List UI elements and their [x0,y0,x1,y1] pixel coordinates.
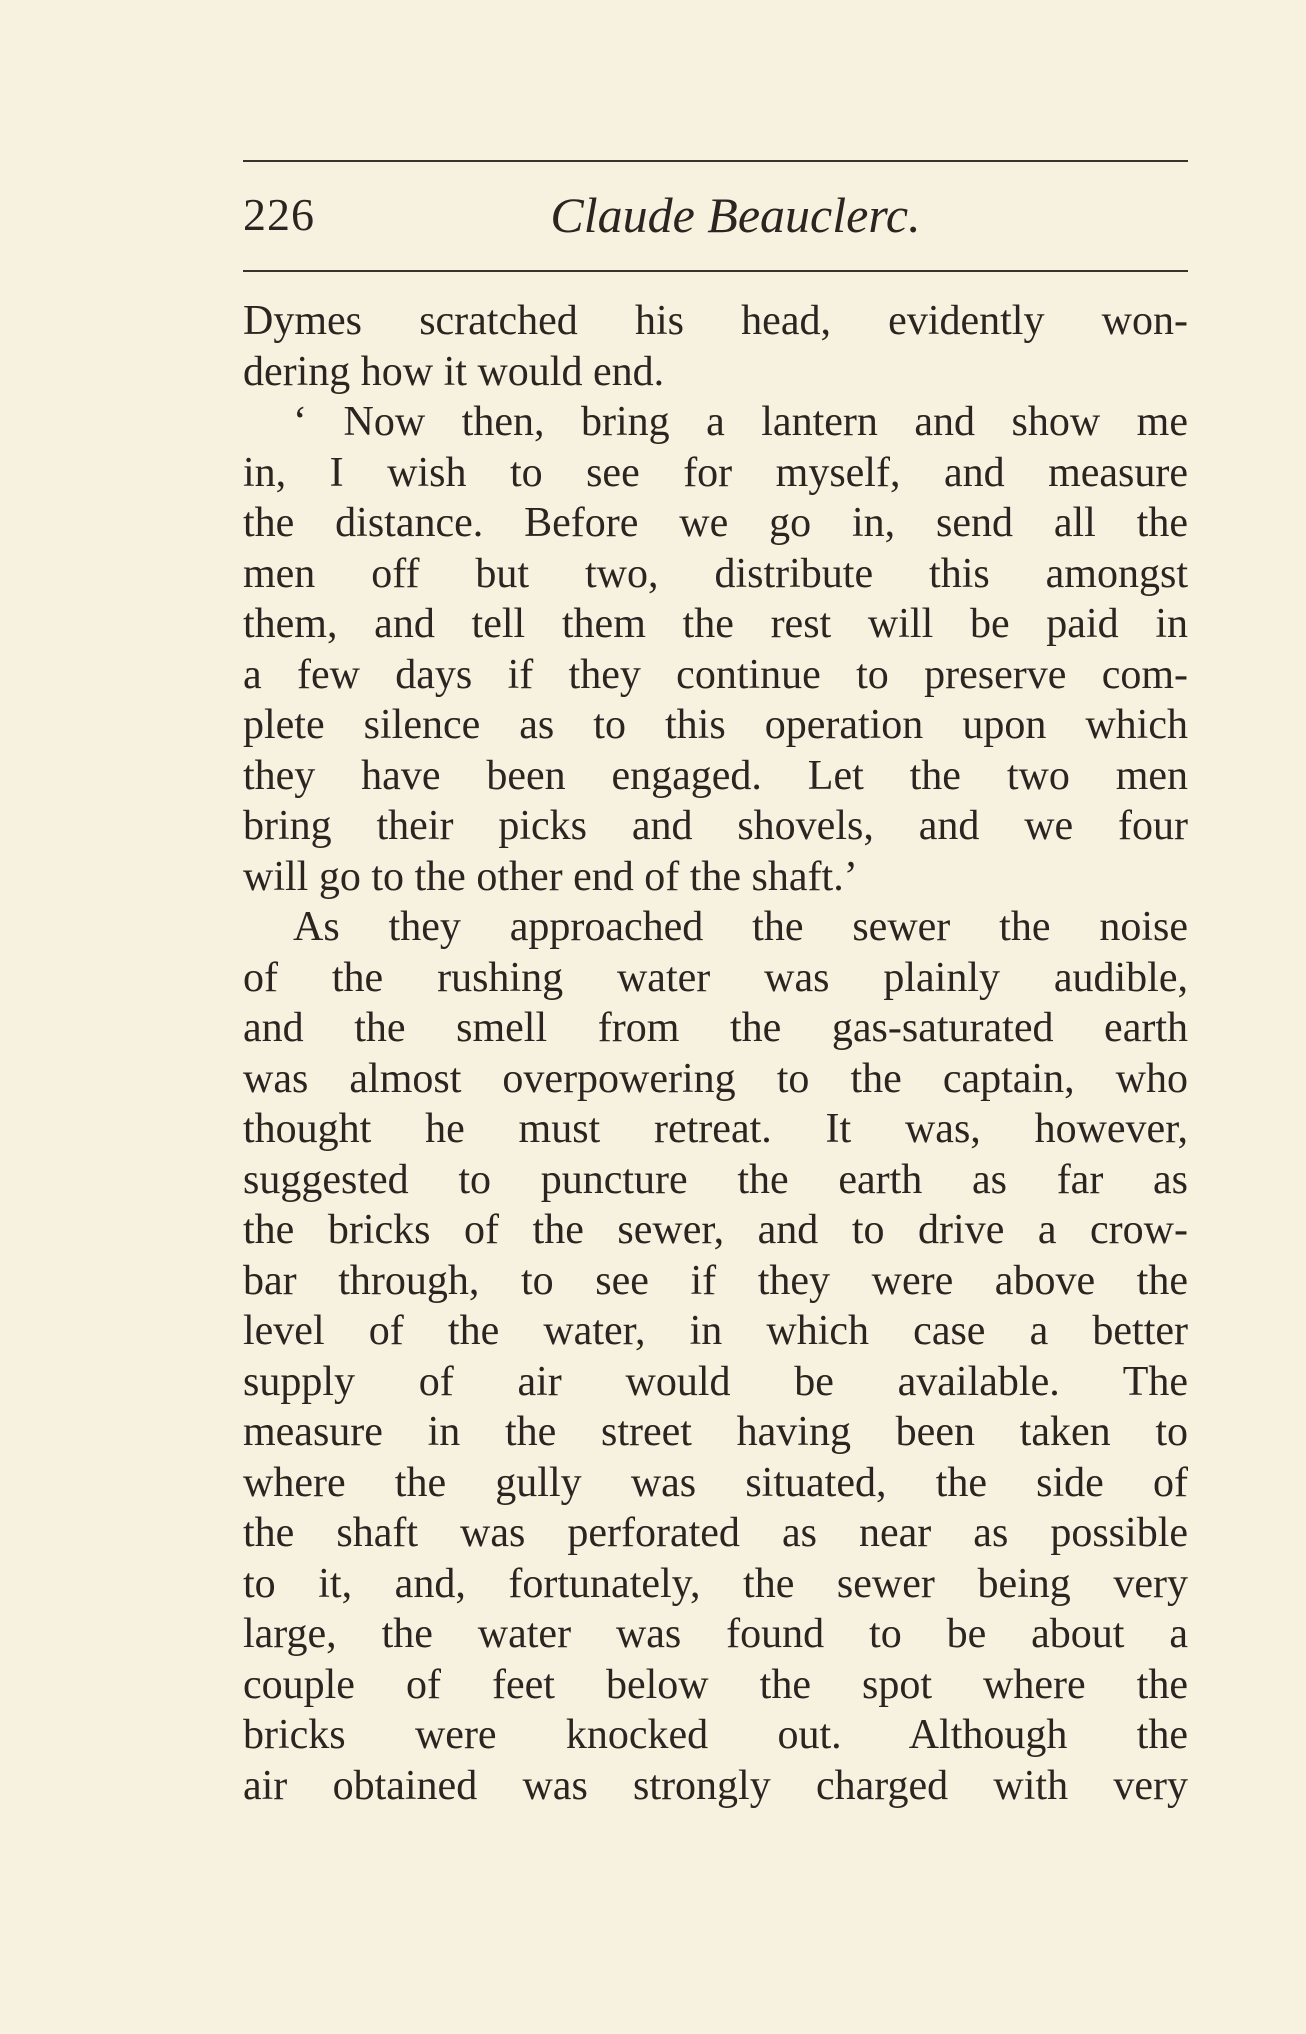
text-line: suggested to puncture the earth as far as [243,1156,1188,1203]
text-line: ‘ Now then, bring a lantern and show me [293,399,1188,445]
text-line: the shaft was perforated as near as possible [243,1510,1188,1556]
text-line: men off but two, distribute this amongst [243,550,1188,597]
text-line: a few days if they continue to preserve com- [243,651,1188,698]
text-line: couple of feet below the spot where the [243,1661,1188,1708]
text-line: was almost overpowering to the captain, who [243,1055,1188,1102]
text-line: As they approached the sewer the noise [293,904,1188,950]
text-line: in, I wish to see for myself, and measure [243,449,1188,496]
text-line: and the smell from the gas-saturated earth [243,1005,1188,1051]
text-line: where the gully was situated, the side of [243,1459,1188,1506]
header-top-rule [243,160,1188,162]
text-line: level of the water, in which case a better [243,1308,1188,1354]
text-line: them, and tell them the rest will be paid in [243,601,1188,647]
running-header [243,185,1188,255]
text-line: to it, and, fortunately, the sewer being very [243,1560,1188,1607]
text-line: Dymes scratched his head, evidently won- [243,298,1188,344]
text-line: supply of air would be available. The [243,1358,1188,1405]
text-line: bring their picks and shovels, and we four [243,803,1188,849]
text-line: the bricks of the sewer, and to drive a crow- [243,1207,1188,1253]
text-line: dering how it would end. [243,348,665,395]
body-text [243,296,1188,1811]
text-line: bar through, to see if they were above the [243,1257,1188,1304]
text-line: they have been engaged. Let the two men [243,752,1188,799]
text-line: bricks were knocked out. Although the [243,1712,1188,1758]
header-bottom-rule [243,270,1188,272]
running-title: Claude Beauclerc. [550,187,921,243]
text-line: air obtained was strongly charged with very [243,1762,1188,1809]
text-line: measure in the street having been taken to [243,1409,1188,1455]
text-line: large, the water was found to be about a [243,1611,1188,1657]
text-line: plete silence as to this operation upon which [243,702,1188,748]
text-line: the distance. Before we go in, send all the [243,500,1188,546]
text-line: of the rushing water was plainly audible, [243,954,1188,1001]
text-line: will go to the other end of the shaft.’ [243,853,858,900]
text-line: thought he must retreat. It was, however, [243,1106,1188,1152]
page-number: 226 [243,189,315,240]
